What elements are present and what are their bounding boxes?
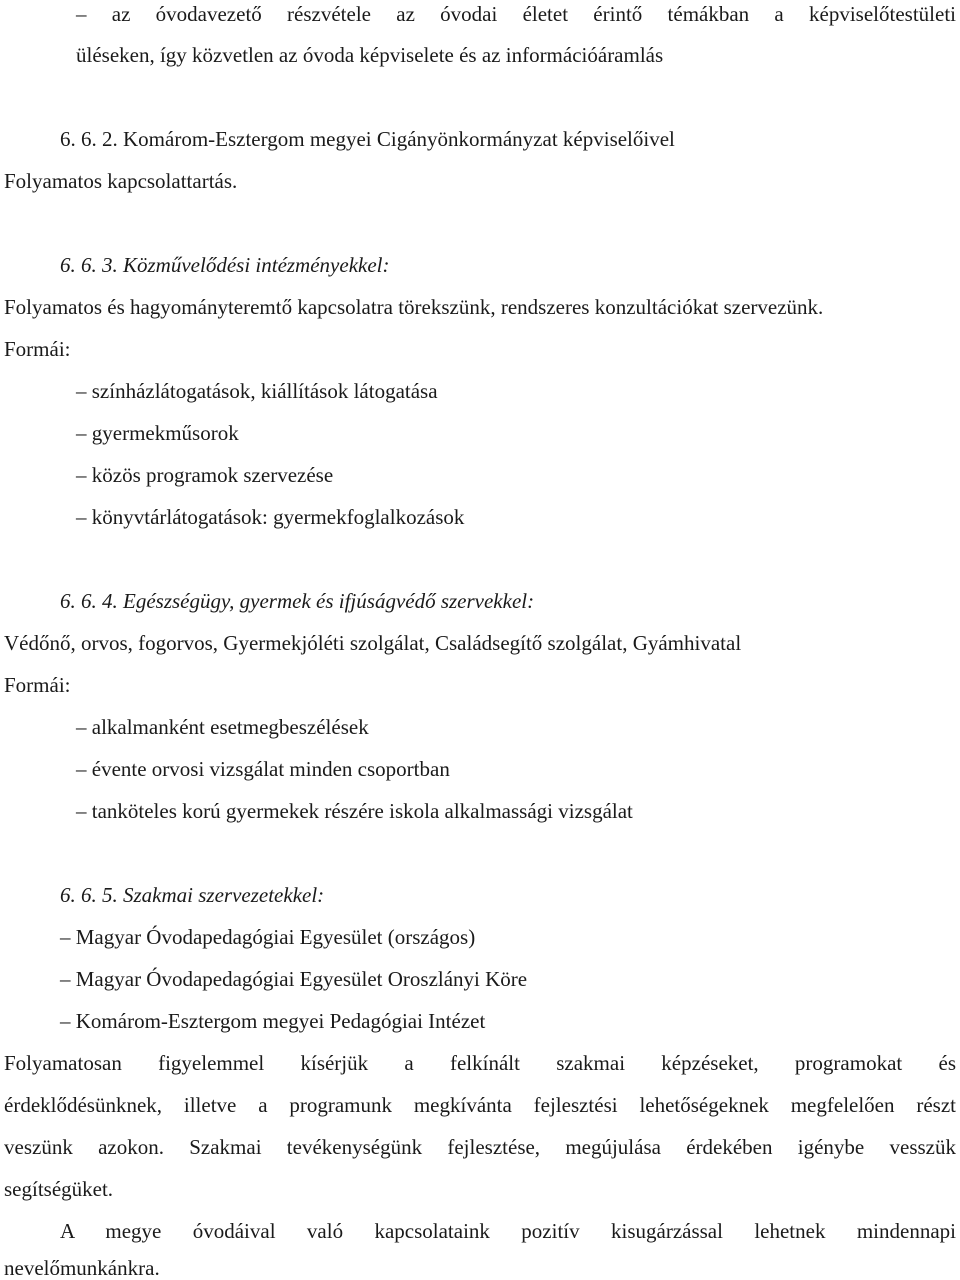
section-heading-6-6-3: 6. 6. 3. Közművelődési intézményekkel:: [60, 253, 390, 277]
forms-label: Formái:: [4, 337, 71, 361]
text-line: Folyamatos kapcsolattartás.: [4, 169, 238, 193]
list-item: – színházlátogatások, kiállítások látogatása: [76, 379, 438, 403]
paragraph-line: érdeklődésünknek, illetve a programunk megkívánta fejlesztési lehetőségeknek megfelelően részt: [4, 1093, 956, 1117]
list-item: – tanköteles korú gyermekek részére iskola alkalmassági vizsgálat: [76, 799, 633, 823]
bullet-line: – az óvodavezető részvétele az óvodai életet érintő témákban a képviselőtestületi: [76, 2, 956, 26]
list-item: – közös programok szervezése: [76, 463, 334, 487]
list-item: – évente orvosi vizsgálat minden csoportban: [76, 757, 450, 781]
paragraph-line: nevelőmunkánkra.: [4, 1256, 160, 1280]
list-item: – könyvtárlátogatások: gyermekfoglalkozások: [76, 505, 465, 529]
list-item: – Magyar Óvodapedagógiai Egyesület (országos): [60, 925, 476, 949]
paragraph-line: segítségüket.: [4, 1177, 114, 1201]
section-heading-6-6-4: 6. 6. 4. Egészségügy, gyermek és ifjúságvédő szervekkel:: [60, 589, 535, 613]
list-item: – gyermekműsorok: [76, 421, 239, 445]
list-item: – alkalmanként esetmegbeszélések: [76, 715, 369, 739]
list-item: – Magyar Óvodapedagógiai Egyesület Oroszlányi Köre: [60, 967, 528, 991]
paragraph-line: veszünk azokon. Szakmai tevékenységünk fejlesztése, megújulása érdekében igénybe vesszük: [4, 1135, 956, 1159]
section-heading-6-6-2: 6. 6. 2. Komárom-Esztergom megyei Cigányönkormányzat képviselőivel: [60, 127, 675, 151]
forms-label: Formái:: [4, 673, 71, 697]
paragraph-line: Folyamatosan figyelemmel kísérjük a felkínált szakmai képzéseket, programokat és: [4, 1051, 956, 1075]
text-line: Folyamatos és hagyományteremtő kapcsolatra törekszünk, rendszeres konzultációkat szervezünk.: [4, 295, 824, 319]
paragraph-line: A megye óvodáival való kapcsolataink pozitív kisugárzással lehetnek mindennapi: [60, 1219, 956, 1243]
text-line: üléseken, így közvetlen az óvoda képviselete és az információáramlás: [76, 43, 664, 67]
text-line: Védőnő, orvos, fogorvos, Gyermekjóléti szolgálat, Családsegítő szolgálat, Gyámhivatal: [4, 631, 742, 655]
list-item: – Komárom-Esztergom megyei Pedagógiai Intézet: [60, 1009, 486, 1033]
section-heading-6-6-5: 6. 6. 5. Szakmai szervezetekkel:: [60, 883, 325, 907]
